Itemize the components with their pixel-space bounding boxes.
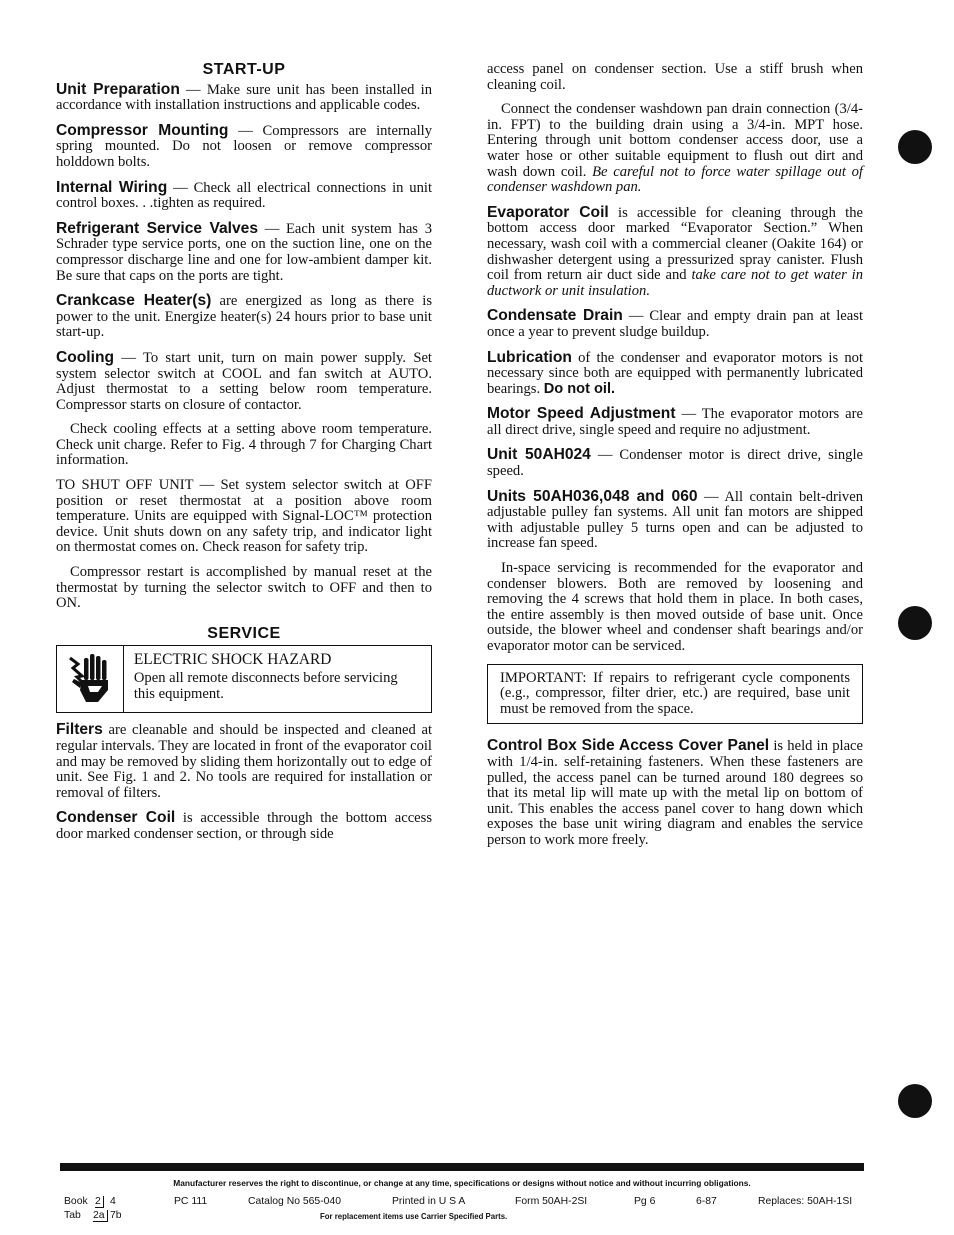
catalog-number: Catalog No 565-040 [248,1196,342,1207]
unit-024-text: — Condenser motor is direct drive, single speed. [487,447,863,480]
motor-speed-text: — The evaporator motors are all direct drive, single speed and require no adjustment. [487,406,863,438]
compressor-mounting-heading: Compressor Mounting [56,121,229,139]
printed-in: Printed in U S A [392,1196,466,1207]
evaporator-coil-heading: Evaporator Coil [487,203,609,221]
compressor-mounting-paragraph [56,123,432,171]
unit-preparation-heading: Unit Preparation [56,80,180,98]
important-box: IMPORTANT: If repairs to refrigerant cycle components (e.g., compressor, filter drier, etc.) are required, base unit must be removed from the space. [487,664,863,725]
cooling-heading: Cooling [56,348,115,366]
lubrication-paragraph [487,350,863,398]
evaporator-coil-text: is accessible for cleaning through the bottom access door marked “Evaporator Section.” When necessary, wash coil with a commercial cleaner (Oakite 164) or dishwasher detergent using a pressurized spray canister. Flush coil from return air duct side and [487,204,864,284]
condensate-drain-text: — Clear and empty drain pan at least once a year to prevent sludge buildup. [487,308,863,340]
washdown-caution: Be careful not to force water spillage out of condenser washdown pan. [487,163,863,196]
tab-number-a: 2a [93,1210,108,1222]
unit-preparation-text: — Make sure unit has been installed in accordance with installation instructions and applicable codes. [56,81,432,114]
form-number: Form 50AH-2SI [515,1196,588,1207]
internal-wiring-paragraph [56,180,432,212]
crankcase-heater-paragraph [56,293,432,341]
condenser-coil-continued: access panel on condenser section. Use a stiff brush when cleaning coil. [487,61,863,93]
crankcase-heater-text: are energized as long as there is power to the unit. Energize heater(s) 24 hours prior to base unit start-up. [56,293,433,341]
footer-notice: Manufacturer reserves the right to discontinue, or change at any time, specifications or designs without notice and without incurring obligations. [173,1178,751,1188]
control-box-paragraph [487,738,863,848]
service-heading: SERVICE [207,624,281,642]
right-column [487,62,863,858]
cooling-paragraph [56,350,432,413]
warning-text-area [124,646,431,712]
electric-shock-warning-box [56,645,432,713]
condensate-drain-paragraph [487,308,863,340]
footer-rule [60,1163,864,1171]
pc-number: PC 111 [174,1196,208,1207]
binder-hole-icon [898,1084,932,1118]
electric-shock-hand-icon [57,646,124,712]
page-number: Pg 6 [634,1196,656,1207]
condensate-drain-heading: Condensate Drain [487,307,623,325]
condenser-coil-paragraph [56,810,432,842]
check-cooling-paragraph: Check cooling effects at a setting above room temperature. Check unit charge. Refer to Fig. 4 through 7 for Charging Chart information. [56,421,432,469]
evaporator-coil-paragraph [487,205,863,300]
binder-hole-icon [898,606,932,640]
warning-title: ELECTRIC SHOCK HAZARD [133,651,332,669]
motor-speed-heading: Motor Speed Adjustment [487,405,676,423]
do-not-oil-text: Do not oil. [543,380,616,397]
lubrication-heading: Lubrication [487,348,572,366]
lubrication-text: of the condenser and evaporator motors is not necessary since both are equipped with permanently lubricated bearings. [487,349,863,397]
tab-label: Tab [64,1210,81,1221]
motor-speed-paragraph [487,406,863,438]
control-box-heading: Control Box Side Access Cover Panel [487,737,770,755]
filters-paragraph [56,722,432,801]
startup-heading: START-UP [202,61,286,78]
date-code: 6-87 [696,1196,717,1207]
book-number-b: 4 [110,1196,116,1207]
refrigerant-valves-text: — Each unit system has 3 Schrader type service ports, one on the suction line, one on the compressor discharge line and one for low-ambient damper kit. Be sure that caps on the ports are tight. [56,220,432,284]
unit-024-paragraph [487,447,863,479]
book-label: Book [64,1196,88,1207]
internal-wiring-heading: Internal Wiring [56,178,168,196]
crankcase-heater-heading: Crankcase Heater(s) [56,292,212,310]
binder-hole-icon [898,130,932,164]
evaporator-coil-caution: take care not to get water in ductwork or unit insulation. [487,267,863,299]
washdown-paragraph [487,102,863,196]
warning-text: Open all remote disconnects before servicing this equipment. [133,670,398,702]
condenser-coil-text: is accessible through the bottom access door marked condenser section, or through side [56,810,433,842]
replaces-form: Replaces: 50AH-1SI [758,1196,853,1207]
compressor-mounting-text: — Compressors are internally spring mounted. Do not loosen or remove compressor holddown bolts. [56,122,432,170]
units-036-heading: Units 50AH036,048 and 060 [487,487,698,505]
filters-text: are cleanable and should be inspected and cleaned at regular intervals. They are located in front of the evaporator coil and may be removed by sliding them horizontally out to edge of unit. See Fig. 1 and 2. No tools are required for installation or removal of filters. [56,722,432,801]
units-036-text: — All contain belt-driven adjustable pulley fan systems. All unit fan motors are shipped with adjustable pulley 5 turns open and can be adjusted to increase fan speed. [487,488,863,552]
restart-paragraph: Compressor restart is accomplished by manual reset at the thermostat by turning the selector switch to OFF and then to ON. [56,564,432,612]
filters-heading: Filters [56,721,103,739]
left-column [56,62,432,852]
unit-preparation-paragraph [56,82,432,114]
units-036-paragraph [487,489,863,552]
book-number-a: 2 [95,1196,104,1208]
refrigerant-valves-heading: Refrigerant Service Valves [56,219,259,237]
unit-024-heading: Unit 50AH024 [487,446,591,464]
cooling-text: — To start unit, turn on main power supply. Set system selector switch at COOL and fan switch at AUTO. Adjust thermostat to a setting below room temperature. Compressor starts on closure of contactor. [56,349,432,413]
in-space-paragraph: In-space servicing is recommended for the evaporator and condenser blowers. Both are removed by loosening and removing the 4 screws that hold them in place. In both cases, the entire assembly is then moved outside of base unit. Once outside, the blower wheel and condenser shaft bearings and/or evaporator motor can be serviced. [487,560,863,654]
refrigerant-valves-paragraph [56,221,432,284]
shut-off-paragraph: TO SHUT OFF UNIT — Set system selector switch at OFF position or reset thermostat at a position above room temperature. Units are equipped with Signal-LOC™ protection device. Unit shuts down on any safety trip, and indicator light on thermostat comes on. Check reason for safety trip. [56,477,432,556]
control-box-text: is held in place with 1/4-in. self-retaining fasteners. When these fasteners are pulled, the access panel can be turned around 180 degrees so that its metal lip will mate up with the metal lip on bottom of unit. This enables the access panel cover to hang down which exposes the base unit wiring diagram and enables the service person to work more freely. [487,738,863,848]
condenser-coil-heading: Condenser Coil [56,809,176,827]
tab-number-b: 7b [110,1210,122,1221]
replacement-items-note: For replacement items use Carrier Specified Parts. [320,1212,508,1221]
internal-wiring-text: — Check all electrical connections in unit control boxes. . .tighten as required. [56,179,432,212]
washdown-text: Connect the condenser washdown pan drain connection (3/4-in. FPT) to the building drain using a 3/4-in. MPT hose. Entering through unit bottom condenser access door, use a water hose or other suitable equipment to flush out dirt and wash down coil. [487,101,863,180]
